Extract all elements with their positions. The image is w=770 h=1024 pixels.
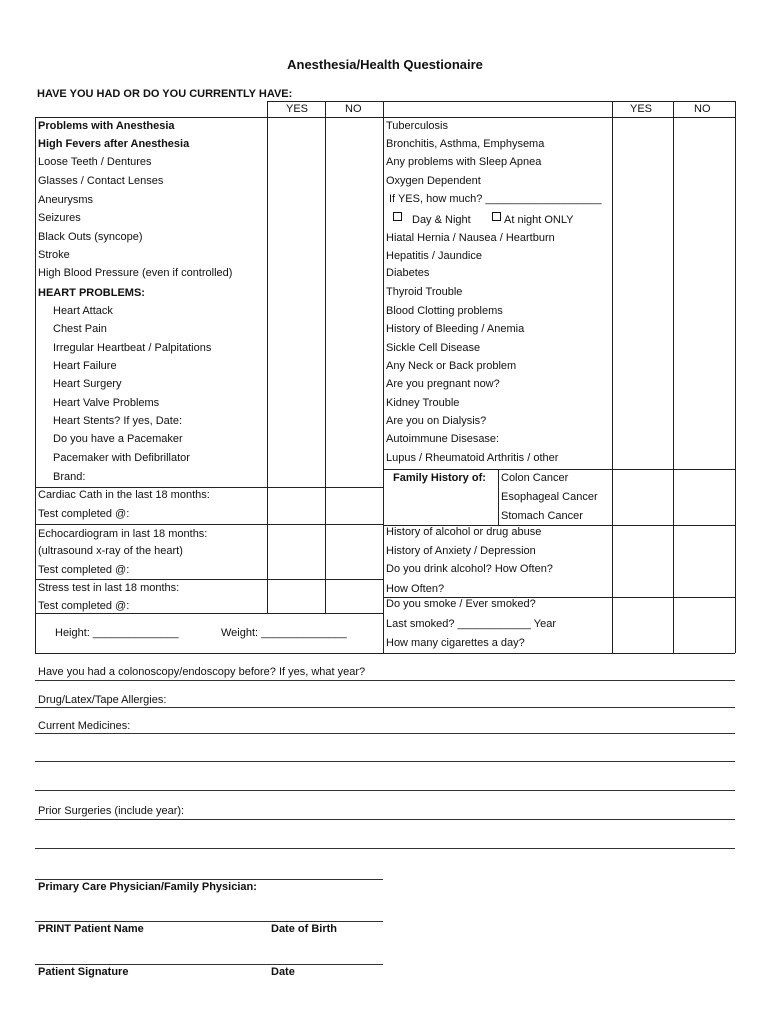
left-yes-col-line: [267, 101, 268, 613]
right-no-header: NO: [694, 103, 711, 115]
left-item: Seizures: [38, 212, 81, 224]
right-item: Do you drink alcohol? How Often?: [386, 563, 553, 575]
last-smoked-field[interactable]: Last smoked? ____________ Year: [386, 618, 557, 630]
right-section-line-1: [383, 469, 735, 470]
left-item: Heart Surgery: [53, 378, 122, 390]
right-item: Any problems with Sleep Apnea: [386, 156, 542, 168]
medicines-label: Current Medicines:: [38, 720, 131, 732]
left-item: Test completed @:: [38, 600, 130, 612]
height-field[interactable]: Height: ______________: [55, 627, 179, 639]
right-item: Oxygen Dependent: [386, 175, 481, 187]
colonoscopy-label: Have you had a colonoscopy/endoscopy before? If yes, what year?: [38, 666, 366, 678]
heart-problems-heading: HEART PROBLEMS:: [38, 287, 145, 299]
date-label: Date: [271, 966, 295, 978]
right-item: Autoimmune Disesase:: [386, 433, 500, 445]
left-item: Heart Stents? If yes, Date:: [53, 415, 183, 427]
middle-divider: [383, 101, 384, 653]
left-section-line-1: [35, 487, 383, 488]
family-history-item: Colon Cancer: [501, 472, 569, 484]
night-only-checkbox[interactable]: [492, 212, 501, 221]
left-item: Chest Pain: [53, 323, 107, 335]
left-item: Stroke: [38, 249, 70, 261]
right-item: How many cigarettes a day?: [386, 637, 525, 649]
signature-line[interactable]: [35, 964, 383, 965]
left-item: Aneurysms: [38, 194, 94, 206]
physician-line[interactable]: [35, 879, 383, 880]
table-right-border: [735, 101, 736, 653]
left-item: Problems with Anesthesia: [38, 120, 175, 132]
left-no-header: NO: [345, 103, 362, 115]
family-history-divider: [498, 469, 499, 525]
family-history-label: Family History of:: [393, 472, 486, 484]
left-item: Loose Teeth / Dentures: [38, 156, 152, 168]
family-history-item: Stomach Cancer: [501, 510, 583, 522]
left-item: Test completed @:: [38, 508, 130, 520]
day-night-label: Day & Night: [412, 214, 471, 226]
night-only-label: At night ONLY: [504, 214, 574, 226]
table-bottom-line: [35, 653, 735, 654]
right-item: Thyroid Trouble: [386, 286, 463, 298]
medicines-line-1[interactable]: [35, 733, 735, 734]
left-section-line-3: [35, 579, 383, 580]
signature-label: Patient Signature: [38, 966, 129, 978]
right-item: Tuberculosis: [386, 120, 448, 132]
oxygen-amount-field[interactable]: If YES, how much? ___________________: [389, 193, 602, 205]
weight-field[interactable]: Weight: ______________: [221, 627, 347, 639]
left-item: Do you have a Pacemaker: [53, 433, 183, 445]
right-item: Lupus / Rheumatoid Arthritis / other: [386, 452, 559, 464]
allergies-label: Drug/Latex/Tape Allergies:: [38, 694, 167, 706]
table-left-border: [35, 117, 36, 653]
patient-name-line[interactable]: [35, 921, 383, 922]
left-item: Stress test in last 18 months:: [38, 582, 180, 594]
left-item: Black Outs (syncope): [38, 231, 143, 243]
right-no-col-line: [673, 101, 674, 653]
right-item: Bronchitis, Asthma, Emphysema: [386, 138, 545, 150]
medicines-line-2[interactable]: [35, 761, 735, 762]
patient-name-label: PRINT Patient Name: [38, 923, 144, 935]
left-item: (ultrasound x-ray of the heart): [38, 545, 183, 557]
colonoscopy-line[interactable]: [35, 680, 735, 681]
left-item: High Fevers after Anesthesia: [38, 138, 190, 150]
form-title: Anesthesia/Health Questionaire: [287, 57, 483, 72]
right-item: Hepatitis / Jaundice: [386, 250, 482, 262]
physician-label: Primary Care Physician/Family Physician:: [38, 881, 257, 893]
left-item: Test completed @:: [38, 564, 130, 576]
day-night-checkbox[interactable]: [393, 212, 402, 221]
left-item: Echocardiogram in last 18 months:: [38, 528, 208, 540]
header-bottom-line: [35, 117, 735, 118]
left-section-line-4: [35, 613, 383, 614]
left-no-col-line: [325, 101, 326, 613]
right-item: Any Neck or Back problem: [386, 360, 517, 372]
left-item: Pacemaker with Defibrillator: [53, 452, 190, 464]
left-item: High Blood Pressure (even if controlled): [38, 267, 233, 279]
right-item: Are you pregnant now?: [386, 378, 500, 390]
left-yes-header: YES: [286, 103, 309, 115]
right-item: Hiatal Hernia / Nausea / Heartburn: [386, 232, 555, 244]
right-yes-col-line: [612, 101, 613, 653]
right-yes-header: YES: [630, 103, 653, 115]
left-item: Irregular Heartbeat / Palpitations: [53, 342, 212, 354]
dob-label: Date of Birth: [271, 923, 337, 935]
surgeries-line-2[interactable]: [35, 848, 735, 849]
right-item: History of Bleeding / Anemia: [386, 323, 525, 335]
right-item: History of alcohol or drug abuse: [386, 526, 542, 538]
left-item: Cardiac Cath in the last 18 months:: [38, 489, 210, 501]
left-item: Brand:: [53, 471, 86, 483]
right-item: Do you smoke / Ever smoked?: [386, 598, 536, 610]
left-item: Glasses / Contact Lenses: [38, 175, 164, 187]
family-history-item: Esophageal Cancer: [501, 491, 598, 503]
left-item: Heart Valve Problems: [53, 397, 160, 409]
right-item: Diabetes: [386, 267, 430, 279]
right-item: Kidney Trouble: [386, 397, 460, 409]
surgeries-label: Prior Surgeries (include year):: [38, 805, 185, 817]
table-top-right-line: [383, 101, 735, 102]
right-item: Blood Clotting problems: [386, 305, 503, 317]
right-item: Are you on Dialysis?: [386, 415, 487, 427]
right-item: Sickle Cell Disease: [386, 342, 481, 354]
left-item: Heart Failure: [53, 360, 117, 372]
right-item: History of Anxiety / Depression: [386, 545, 536, 557]
surgeries-line-1[interactable]: [35, 819, 735, 820]
form-subtitle: HAVE YOU HAD OR DO YOU CURRENTLY HAVE:: [37, 88, 293, 100]
left-section-line-2: [35, 524, 383, 525]
right-item: How Often?: [386, 583, 445, 595]
medicines-line-3[interactable]: [35, 790, 735, 791]
left-item: Heart Attack: [53, 305, 113, 317]
allergies-line[interactable]: [35, 707, 735, 708]
